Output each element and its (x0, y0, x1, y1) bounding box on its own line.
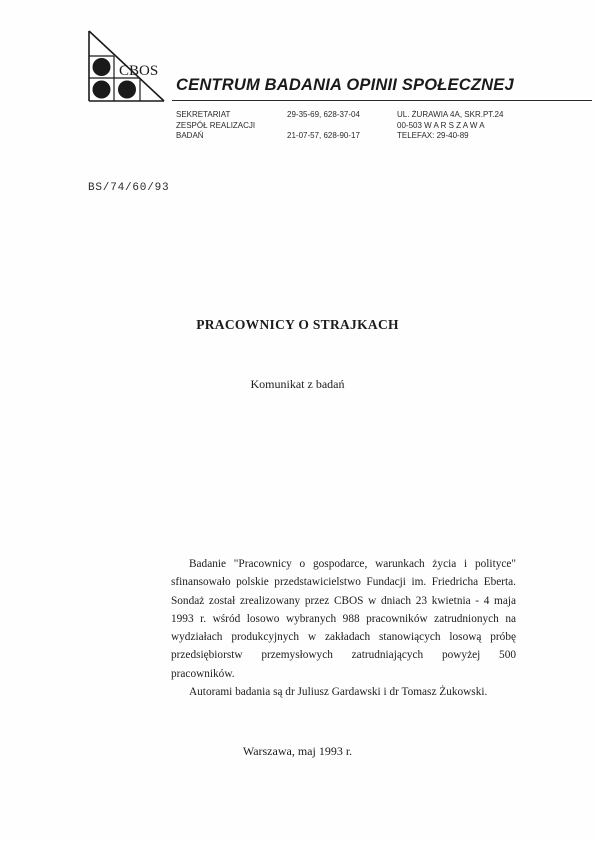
contact-line: TELEFAX: 29-40-89 (397, 131, 469, 140)
document-subtitle: Komunikat z badań (250, 377, 345, 391)
contact-line: 29-35-69, 628-37-04 (287, 110, 360, 119)
logo-text: CBOS (119, 63, 159, 79)
contact-line: UL. ŻURAWIA 4A, SKR.PT.24 (397, 110, 504, 119)
contact-departments (176, 110, 255, 142)
document-reference: BS/74/60/93 (88, 182, 170, 194)
study-description (171, 555, 516, 701)
contact-line: 00-503 W A R S Z A W A (397, 120, 485, 130)
contact-line: BADAŃ (176, 131, 204, 140)
document-title: PRACOWNICY O STRAJKACH (196, 317, 399, 332)
paragraph-line: wydziałach produkcyjnych w zakładach stanowiących losową próbę (171, 631, 516, 644)
authors-line: Autorami badania są dr Juliusz Gardawski i dr Tomasz Żukowski. (189, 686, 488, 699)
contact-line: SEKRETARIAT (176, 110, 231, 119)
place-date: Warszawa, maj 1993 r. (242, 744, 353, 758)
contact-line: 21-07-57, 628-90-17 (287, 131, 360, 140)
paragraph-line: Sondaż został zrealizowany przez CBOS w dniach 23 kwietnia - 4 maja (171, 594, 516, 607)
institution-name: CENTRUM BADANIA OPINII SPOŁECZNEJ (176, 76, 514, 94)
contact-phones (287, 110, 360, 142)
paragraph-line: Badanie "Pracownicy o gospodarce, warunkach życia i polityce" (189, 558, 516, 570)
paragraph-line: sfinansowało polskie przedstawicielstwo Fundacji im. Friedricha Eberta. (171, 576, 516, 589)
paragraph-line: 1993 r. wśród losowo wybranych 988 pracowników zatrudnionych na (171, 612, 516, 625)
header-divider (172, 100, 592, 101)
paragraph-line: przedsiębiorstw przemysłowych zatrudniających powyżej 500 pracowników. (171, 649, 516, 680)
contact-line (287, 121, 360, 132)
cbos-logo-graphic (88, 30, 166, 102)
cbos-logo (88, 30, 166, 102)
contact-line: ZESPÓŁ REALIZACJI (176, 120, 256, 130)
contact-address (397, 110, 503, 142)
